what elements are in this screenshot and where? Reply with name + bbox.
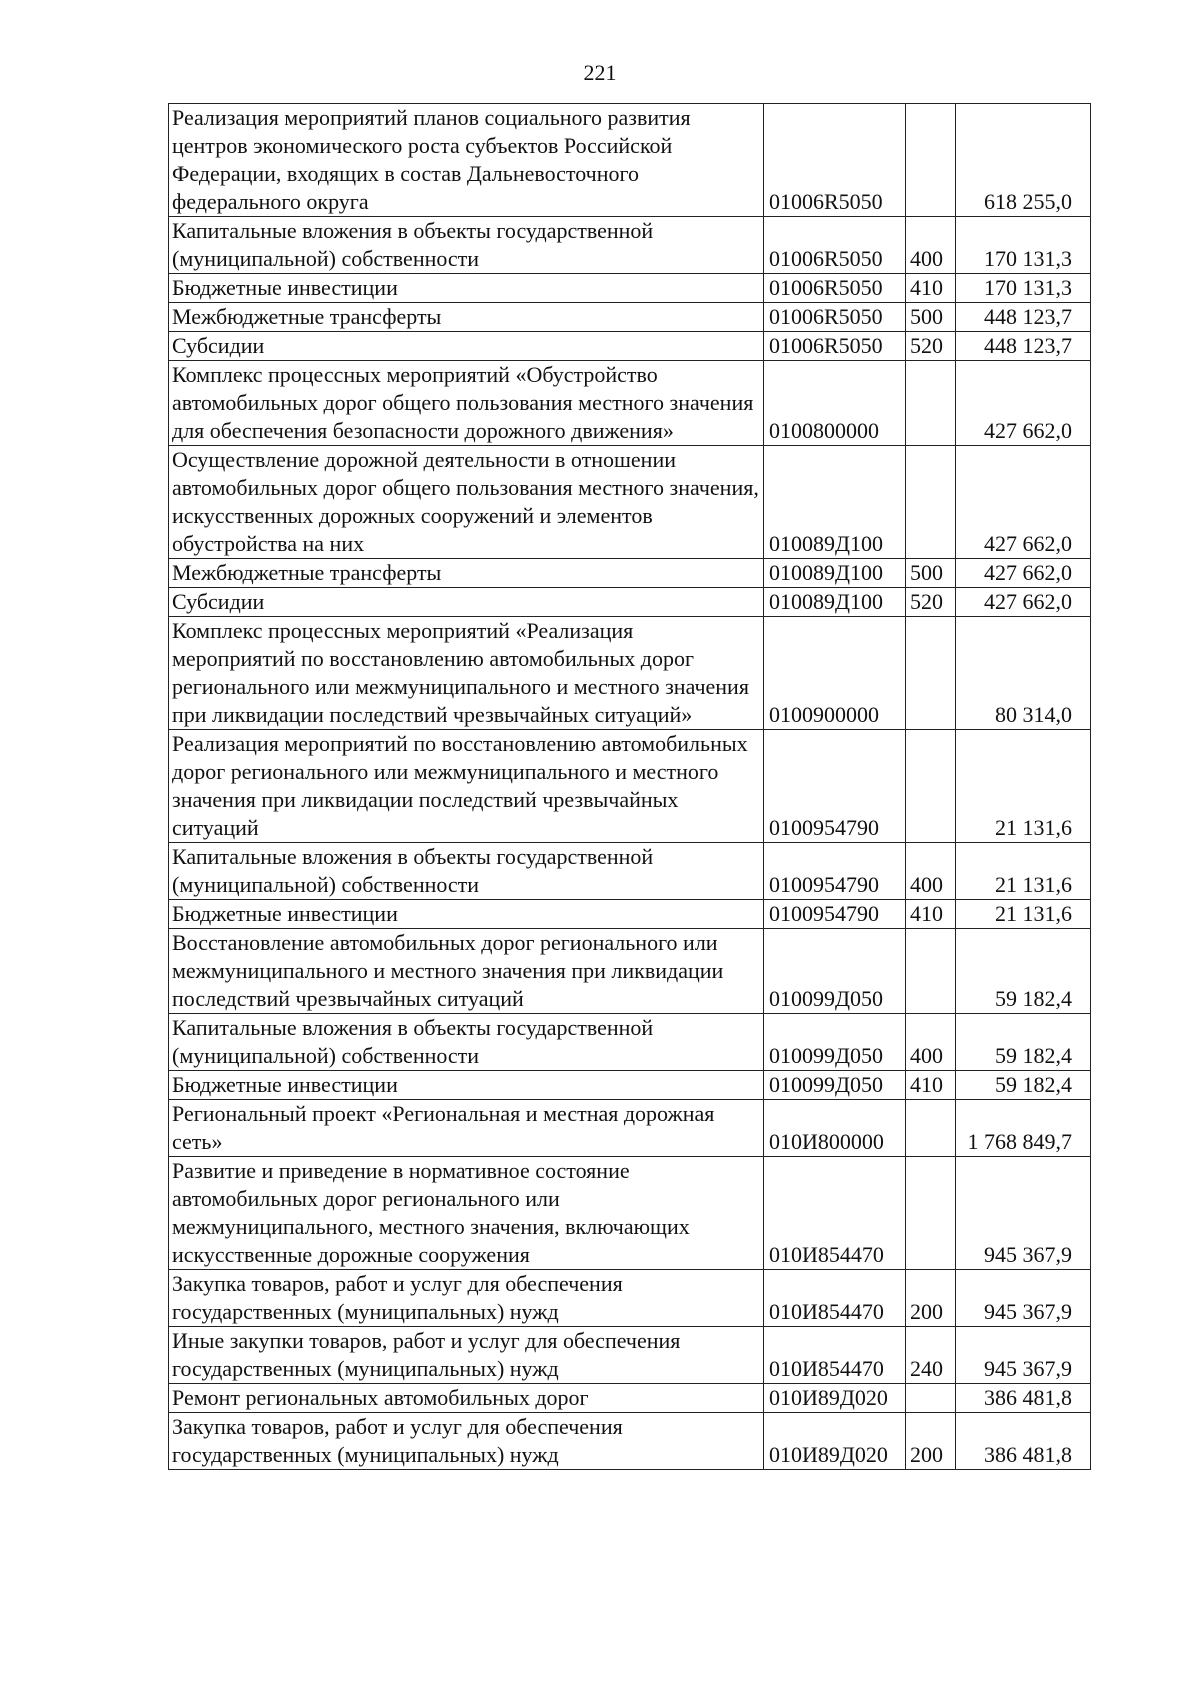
row-type: 410 [906,1071,956,1100]
row-name: Капитальные вложения в объекты государственной (муниципальной) собственности [169,217,764,274]
table-row [169,559,1091,588]
table-row [169,1384,1091,1413]
row-type [906,1384,956,1413]
row-amount: 427 662,0 [956,559,1091,588]
row-name: Реализация мероприятий по восстановлению автомобильных дорог регионального или межмуниципального и местного значения при ликвидации последствий чрезвычайных ситуаций [169,730,764,843]
row-name: Восстановление автомобильных дорог регионального или межмуниципального и местного значения при ликвидации последствий чрезвычайных ситуаций [169,929,764,1014]
row-code: 010И854470 [764,1157,906,1270]
row-code: 010099Д050 [764,1014,906,1071]
row-type [906,104,956,217]
row-type: 240 [906,1327,956,1384]
row-code: 010089Д100 [764,559,906,588]
row-code: 01006R5050 [764,303,906,332]
table-row [169,1071,1091,1100]
table-row [169,446,1091,559]
row-type: 400 [906,1014,956,1071]
row-code: 0100954790 [764,843,906,900]
budget-table [168,103,1091,1470]
row-amount: 21 131,6 [956,730,1091,843]
table-row [169,274,1091,303]
row-name: Субсидии [169,332,764,361]
row-code: 010099Д050 [764,1071,906,1100]
row-amount: 21 131,6 [956,900,1091,929]
table-row [169,1413,1091,1470]
row-type [906,929,956,1014]
row-name: Ремонт региональных автомобильных дорог [169,1384,764,1413]
row-name: Межбюджетные трансферты [169,559,764,588]
row-type: 200 [906,1413,956,1470]
row-name: Региональный проект «Региональная и местная дорожная сеть» [169,1100,764,1157]
row-code: 010И800000 [764,1100,906,1157]
table-body [169,104,1091,1470]
table-row [169,104,1091,217]
row-amount: 448 123,7 [956,332,1091,361]
row-code: 010И854470 [764,1327,906,1384]
row-type [906,1157,956,1270]
row-type: 400 [906,217,956,274]
page-number: 221 [583,60,617,85]
table-row [169,730,1091,843]
row-name: Закупка товаров, работ и услуг для обеспечения государственных (муниципальных) нужд [169,1413,764,1470]
row-amount: 386 481,8 [956,1384,1091,1413]
row-type [906,446,956,559]
row-name: Комплекс процессных мероприятий «Обустройство автомобильных дорог общего пользования местного значения для обеспечения безопасности дорожного движения» [169,361,764,446]
table-row [169,900,1091,929]
row-name: Межбюджетные трансферты [169,303,764,332]
row-code: 010И854470 [764,1270,906,1327]
row-type [906,361,956,446]
row-type [906,730,956,843]
row-type: 500 [906,559,956,588]
row-amount: 59 182,4 [956,1014,1091,1071]
row-amount: 618 255,0 [956,104,1091,217]
row-name: Комплекс процессных мероприятий «Реализация мероприятий по восстановлению автомобильных дорог регионального или межмуниципального и местного значения при ликвидации последствий чрезвычайных ситуаций» [169,617,764,730]
row-code: 01006R5050 [764,332,906,361]
row-name: Бюджетные инвестиции [169,1071,764,1100]
row-amount: 945 367,9 [956,1327,1091,1384]
row-amount: 1 768 849,7 [956,1100,1091,1157]
table-row [169,361,1091,446]
row-type: 410 [906,900,956,929]
row-code: 010099Д050 [764,929,906,1014]
row-amount: 448 123,7 [956,303,1091,332]
row-amount: 427 662,0 [956,361,1091,446]
row-name: Осуществление дорожной деятельности в отношении автомобильных дорог общего пользования местного значения, искусственных дорожных сооружений и элементов обустройства на них [169,446,764,559]
row-type: 520 [906,332,956,361]
row-amount: 427 662,0 [956,446,1091,559]
row-amount: 59 182,4 [956,1071,1091,1100]
row-amount: 427 662,0 [956,588,1091,617]
row-name: Капитальные вложения в объекты государственной (муниципальной) собственности [169,843,764,900]
row-code: 0100954790 [764,900,906,929]
row-type: 500 [906,303,956,332]
row-code: 010089Д100 [764,588,906,617]
table-row [169,588,1091,617]
row-type [906,1100,956,1157]
table-row [169,1270,1091,1327]
row-code: 01006R5050 [764,217,906,274]
row-amount: 170 131,3 [956,274,1091,303]
row-amount: 80 314,0 [956,617,1091,730]
row-type [906,617,956,730]
table-row [169,843,1091,900]
row-amount: 945 367,9 [956,1270,1091,1327]
table-row [169,929,1091,1014]
row-name: Развитие и приведение в нормативное состояние автомобильных дорог регионального или межмуниципального, местного значения, включающих искусственные дорожные сооружения [169,1157,764,1270]
row-name: Реализация мероприятий планов социального развития центров экономического роста субъектов Российской Федерации, входящих в состав Дальневосточного федерального округа [169,104,764,217]
row-type: 200 [906,1270,956,1327]
table-row [169,217,1091,274]
table-row [169,1327,1091,1384]
row-name: Бюджетные инвестиции [169,274,764,303]
row-amount: 59 182,4 [956,929,1091,1014]
row-code: 0100954790 [764,730,906,843]
table-row [169,617,1091,730]
row-name: Закупка товаров, работ и услуг для обеспечения государственных (муниципальных) нужд [169,1270,764,1327]
row-type: 410 [906,274,956,303]
row-amount: 170 131,3 [956,217,1091,274]
row-amount: 21 131,6 [956,843,1091,900]
row-code: 01006R5050 [764,104,906,217]
row-code: 0100800000 [764,361,906,446]
row-name: Субсидии [169,588,764,617]
row-code: 01006R5050 [764,274,906,303]
table-row [169,303,1091,332]
row-code: 010И89Д020 [764,1384,906,1413]
table-row [169,1014,1091,1071]
row-name: Бюджетные инвестиции [169,900,764,929]
row-amount: 386 481,8 [956,1413,1091,1470]
row-code: 0100900000 [764,617,906,730]
row-amount: 945 367,9 [956,1157,1091,1270]
table-row [169,1100,1091,1157]
row-name: Капитальные вложения в объекты государственной (муниципальной) собственности [169,1014,764,1071]
table-row [169,1157,1091,1270]
row-type: 520 [906,588,956,617]
row-type: 400 [906,843,956,900]
table-row [169,332,1091,361]
row-code: 010089Д100 [764,446,906,559]
row-name: Иные закупки товаров, работ и услуг для обеспечения государственных (муниципальных) нужд [169,1327,764,1384]
row-code: 010И89Д020 [764,1413,906,1470]
